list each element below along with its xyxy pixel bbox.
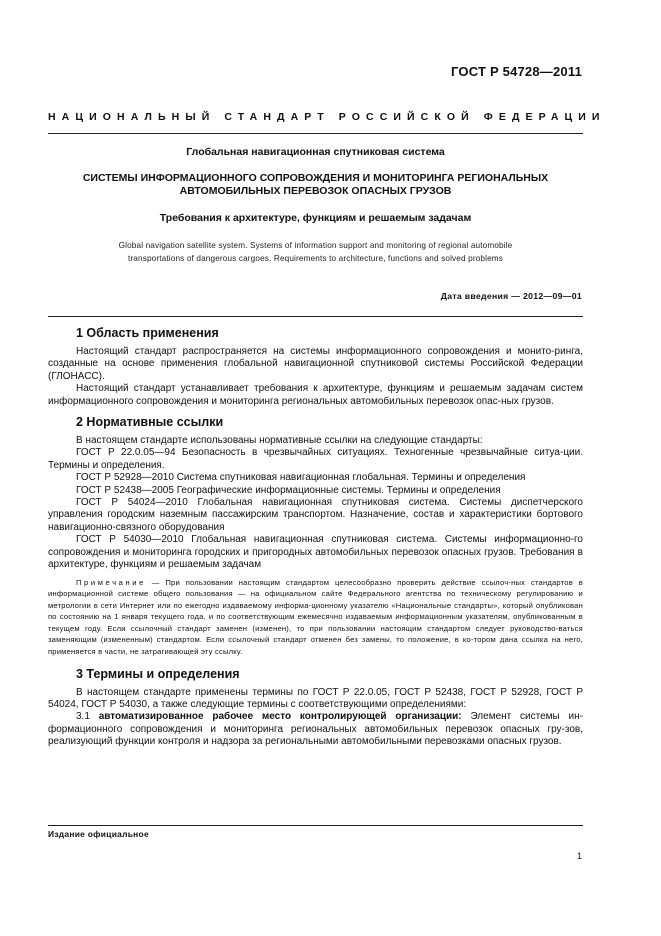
- document-code: ГОСТ Р 54728—2011: [451, 64, 582, 79]
- note-paragraph: [48, 577, 583, 658]
- edition-label: Издание официальное: [48, 829, 149, 839]
- middle-divider: [48, 316, 583, 317]
- section-1-heading: 1 Область применения: [76, 326, 219, 340]
- term-name: автоматизированное рабочее место контролирующей организации:: [98, 711, 462, 723]
- reference-item: ГОСТ Р 52928—2010 Система спутниковая навигационная глобальная. Термины и определения: [76, 472, 526, 484]
- note-text: — При пользовании настоящим стандартом целесообразно проверить действие ссылоч-ных стандартов в информационной системе общего пользования — на официальном сайте Федерального агентства по техническому регулированию и метрологии в сети Интернет или по ежегодно издаваемому информа-ционному указателю «Национальные стандарты», который опубликован по состоянию на 1 января текущего года, и по соответствующим ежемесячно издаваемым информационным указателям, опубликованным в текущем году. Если ссылочный стандарт заменен (изменен), то при пользовании настоящим стандартом следует руководство-ваться заменяющим (измененным) стандартом. Если ссылочный стандарт отменен без замены, то положение, в ко-тором дана ссылка на него, применяется в части, не затрагивающей эту ссылку.: [48, 577, 583, 657]
- introduction-date: Дата введения — 2012—09—01: [440, 291, 582, 301]
- term-description: Элемент системы ин-формационного сопровождения и мониторинга региональных автомобильных перевозок опасных гру-зов, реализующий функции контроля и надзора за региональными автомобильными перевозками опасных грузов.: [48, 711, 583, 748]
- english-title-line-2: transportations of dangerous cargoes. Requirements to architecture, functions and solved problems: [128, 254, 503, 263]
- term-number: 3.1: [76, 711, 99, 723]
- document-subtitle: Глобальная навигационная спутниковая система: [186, 146, 445, 158]
- section-3-intro: В настоящем стандарте применены термины по ГОСТ Р 22.0.05, ГОСТ Р 52438, ГОСТ Р 52928, ГОСТ Р 54024, ГОСТ Р 54030, а также следующие термины с соответствующими определениями:: [48, 686, 583, 711]
- document-body: [48, 326, 583, 749]
- term-definition: [48, 711, 583, 748]
- reference-item: ГОСТ Р 54024—2010 Глобальная навигационная спутниковая система. Системы диспетчерского управления городским наземным пассажирским транспортом. Назначение, состав и характеристики бортового навигационно-связного оборудования: [48, 497, 583, 533]
- note-label: Примечание: [76, 577, 146, 587]
- top-divider: [48, 133, 583, 134]
- reference-item: ГОСТ Р 22.0.05—94 Безопасность в чрезвычайных ситуациях. Техногенные чрезвычайные ситуа-ции. Термины и определения.: [48, 447, 583, 471]
- bottom-divider: [48, 825, 583, 826]
- document-title-line-2: АВТОМОБИЛЬНЫХ ПЕРЕВОЗОК ОПАСНЫХ ГРУЗОВ: [179, 185, 452, 197]
- document-title-line-1: СИСТЕМЫ ИНФОРМАЦИОННОГО СОПРОВОЖДЕНИЯ И МОНИТОРИНГА РЕГИОНАЛЬНЫХ: [82, 172, 549, 184]
- document-title: [48, 172, 583, 198]
- section-3-heading: 3 Термины и определения: [76, 666, 240, 681]
- reference-item: ГОСТ Р 54030—2010 Глобальная навигационная спутниковая система. Системы информационно-го сопровождения и мониторинга городских и пригородных автомобильных перевозок опасных грузов. Требования в архитектуре, функциям и решаемым задачам: [48, 534, 583, 571]
- english-title-line-1: Global navigation satellite system. Systems of information support and monitoring of regional automobile: [118, 241, 513, 250]
- section-2-intro: В настоящем стандарте использованы нормативные ссылки на следующие стандарты:: [76, 435, 483, 447]
- requirements-title: Требования к архитектуре, функциям и решаемым задачам: [159, 212, 472, 224]
- page-number: 1: [576, 851, 582, 861]
- english-title: [48, 239, 583, 265]
- national-standard-banner: НАЦИОНАЛЬНЫЙ СТАНДАРТ РОССИЙСКОЙ ФЕДЕРАЦИИ: [48, 111, 606, 123]
- section-2-heading: 2 Нормативные ссылки: [76, 415, 224, 430]
- section-1-paragraph-2: Настоящий стандарт устанавливает требования к архитектуре, функциям и решаемым задачам систем информационного сопровождения и мониторинга региональных автомобильных перевозок опас-ных грузов.: [48, 383, 583, 407]
- section-1-paragraph-1: Настоящий стандарт распространяется на системы информационного сопровождения и монито-ринга, созданные на основе применения глобальной навигационной спутниковой системы Российской Федерации (ГЛОНАСС).: [48, 346, 583, 382]
- reference-item: ГОСТ Р 52438—2005 Географические информационные системы. Термины и определения: [76, 484, 501, 496]
